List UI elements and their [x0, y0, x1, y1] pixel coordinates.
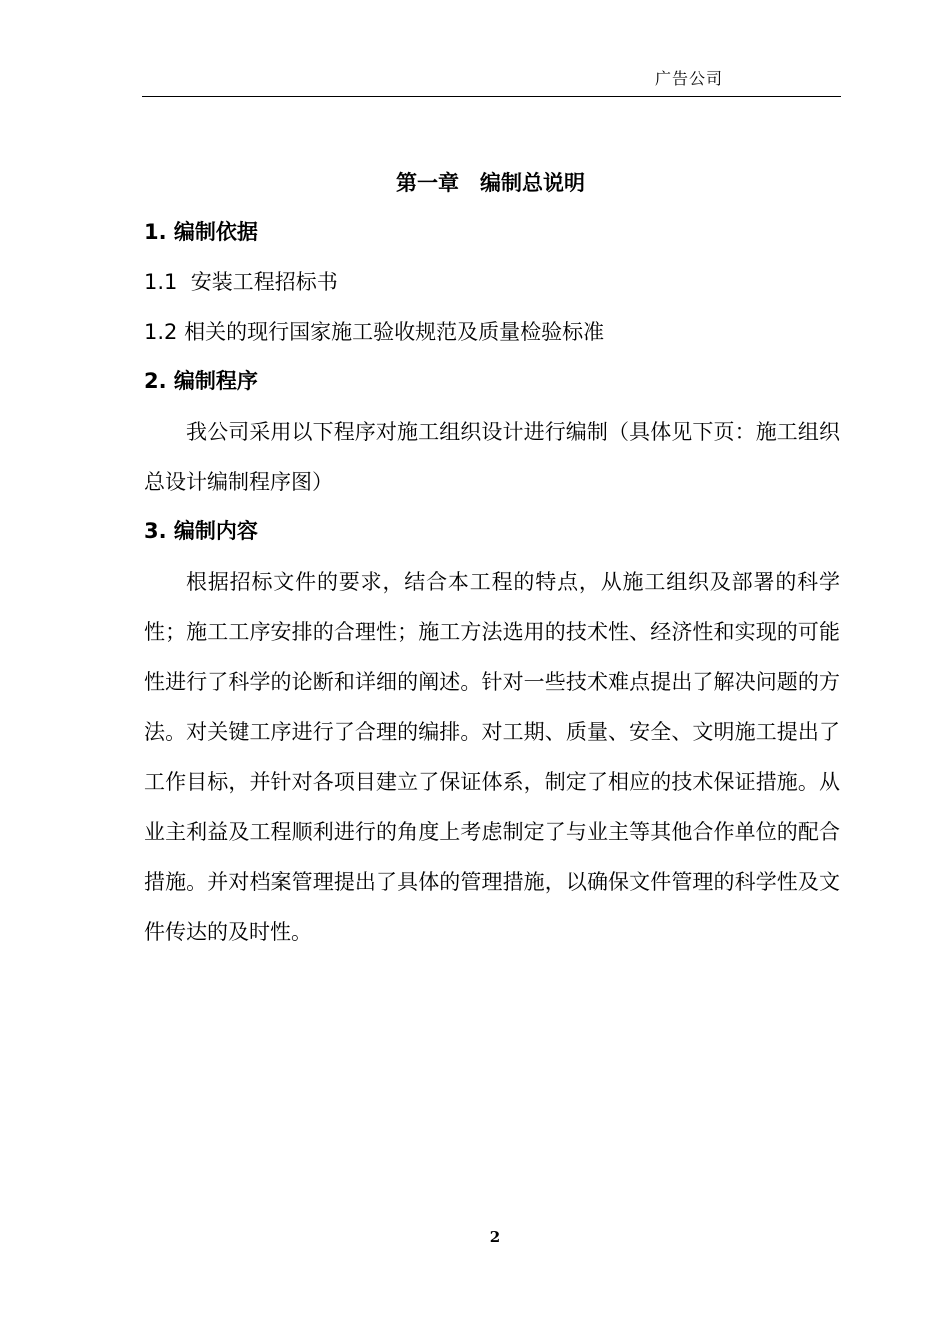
- content-paragraph: 根据招标文件的要求，结合本工程的特点，从施工组织及部署的科学性；施工工序安排的合理性；施工方法选用的技术性、经济性和实现的可能性进行了科学的论断和详细的阐述。针对一些技术难点提出了解决问题的方法。对关键工序进行了合理的编排。对工期、质量、安全、文明施工提出了工作目标，并针对各项目建立了保证体系，制定了相应的技术保证措施。从业主利益及工程顺利进行的角度上考虑制定了与业主等其他合作单位的配合措施。并对档案管理提出了具体的管理措施，以确保文件管理的科学性及文件传达的及时性。: [144, 570, 840, 944]
- procedure-paragraph: 我公司采用以下程序对施工组织设计进行编制（具体见下页：施工组织总设计编制程序图）: [144, 420, 840, 494]
- section-heading-procedure: 2. 编制程序: [144, 369, 258, 393]
- section-heading-content: 3. 编制内容: [144, 519, 258, 543]
- page-number: 2: [489, 1228, 501, 1246]
- header-company-name: 广告公司: [655, 69, 724, 88]
- section-heading-basis: 1. 编制依据: [144, 220, 258, 244]
- chapter-title: 第一章 编制总说明: [396, 171, 585, 195]
- basis-item-standards: 1.2 相关的现行国家施工验收规范及质量检验标准: [144, 320, 605, 344]
- header-divider: [142, 96, 841, 97]
- basis-item-tender-doc: 1.1 安装工程招标书: [144, 270, 338, 294]
